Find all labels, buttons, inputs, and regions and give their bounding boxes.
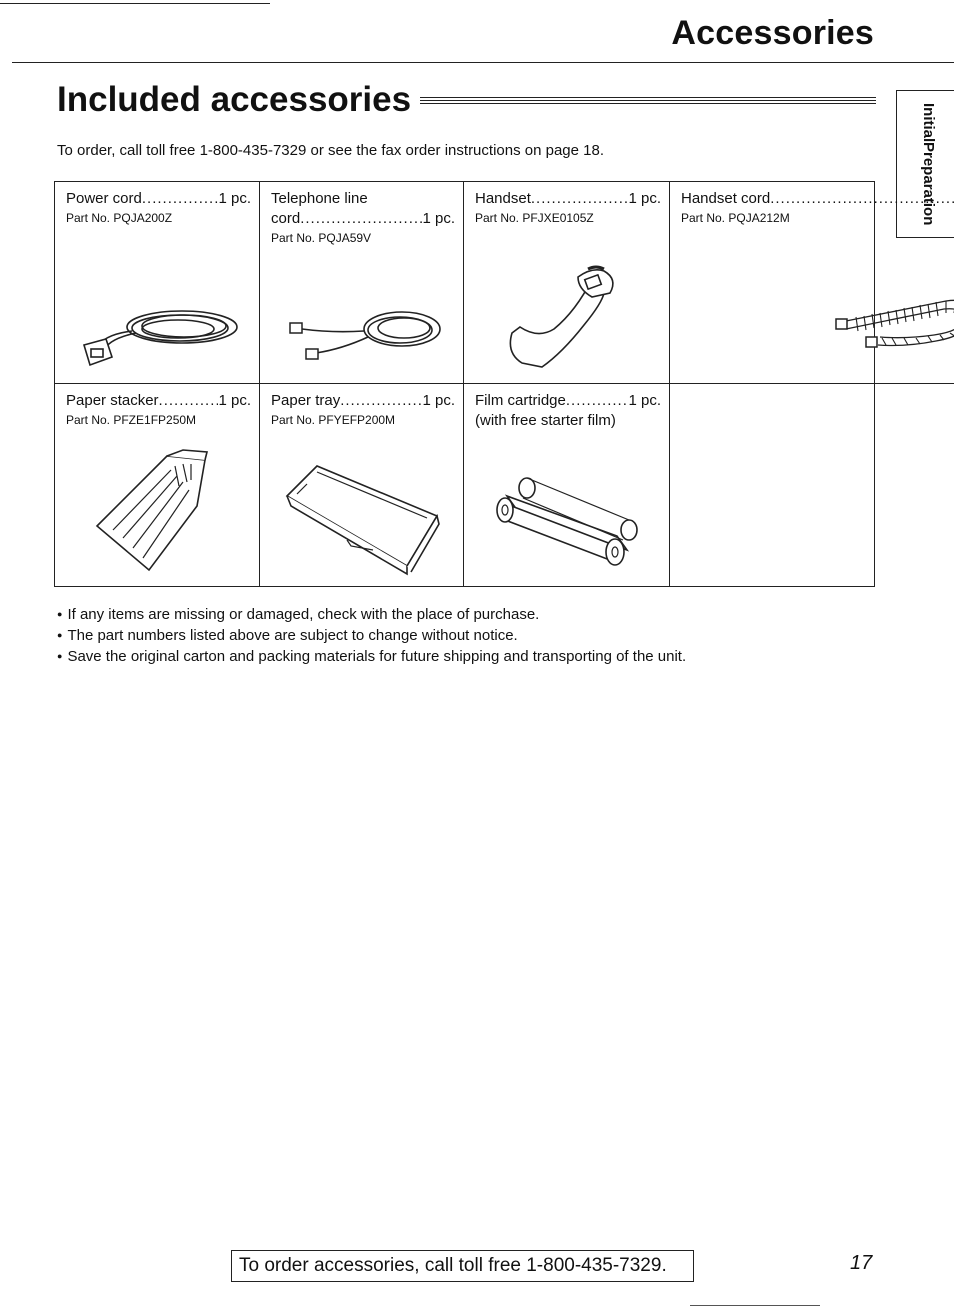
page-header-title: Accessories <box>671 14 874 52</box>
note-item: ● The part numbers listed above are subject to change without notice. <box>57 625 686 646</box>
bottom-rule <box>690 1305 820 1306</box>
paper-tray-icon <box>260 446 463 576</box>
accessory-cell-film-cartridge <box>464 384 670 586</box>
item-name: Handset cord <box>681 190 771 207</box>
side-tab-line1: Initial <box>920 102 937 142</box>
side-tab-line2: Preparation <box>920 141 937 226</box>
accessory-cell-empty <box>670 384 954 586</box>
item-name: Paper stacker <box>66 392 159 409</box>
handset-icon <box>464 263 669 373</box>
header-rule <box>12 62 954 63</box>
power-cord-icon <box>55 293 259 373</box>
title-decoration-lines <box>420 97 876 109</box>
accessory-cell-handset-cord <box>670 182 954 384</box>
page-number: 17 <box>850 1252 873 1274</box>
item-name: Telephone line <box>271 190 368 207</box>
item-qty: 1 pc. <box>422 210 455 227</box>
accessories-table <box>54 181 875 587</box>
part-number: Part No. PFYEFP200M <box>271 413 396 427</box>
item-name-line2: cord <box>271 210 301 227</box>
footer-order-box: To order accessories, call toll free 1-800-435-7329. <box>231 1250 694 1282</box>
part-number: Part No. PFJXE0105Z <box>475 211 594 225</box>
item-qty: 1 pc. <box>628 190 661 207</box>
paper-stacker-icon <box>55 446 259 576</box>
film-cartridge-icon <box>464 466 669 576</box>
item-name: Handset <box>475 190 531 207</box>
accessory-cell-handset <box>464 182 670 384</box>
part-number: Part No. PQJA59V <box>271 231 372 245</box>
note-item: ● If any items are missing or damaged, check with the place of purchase. <box>57 604 686 625</box>
order-instructions: To order, call toll free 1-800-435-7329 or see the fax order instructions on page 18. <box>57 142 604 159</box>
part-number: Part No. PFZE1FP250M <box>66 413 197 427</box>
item-qty: 1 pc. <box>218 392 251 409</box>
telephone-line-cord-icon <box>260 293 463 373</box>
accessory-cell-telephone-line-cord <box>260 182 464 384</box>
notes-list <box>57 604 686 667</box>
item-qty: 1 pc. <box>218 190 251 207</box>
accessory-cell-power-cord <box>55 182 260 384</box>
top-rule <box>0 3 270 4</box>
item-name: Film cartridge <box>475 392 566 409</box>
section-title: Included accessories <box>57 80 412 119</box>
item-note: (with free starter film) <box>475 412 616 429</box>
item-qty: 1 pc. <box>422 392 455 409</box>
part-number: Part No. PQJA212M <box>681 211 790 225</box>
coiled-cord-icon <box>670 283 954 373</box>
part-number: Part No. PQJA200Z <box>66 211 173 225</box>
item-name: Paper tray <box>271 392 341 409</box>
item-qty: 1 pc. <box>628 392 661 409</box>
item-name: Power cord <box>66 190 142 207</box>
accessory-cell-paper-tray <box>260 384 464 586</box>
note-item: ● Save the original carton and packing materials for future shipping and transporting of the unit. <box>57 646 686 667</box>
accessory-cell-paper-stacker <box>55 384 260 586</box>
